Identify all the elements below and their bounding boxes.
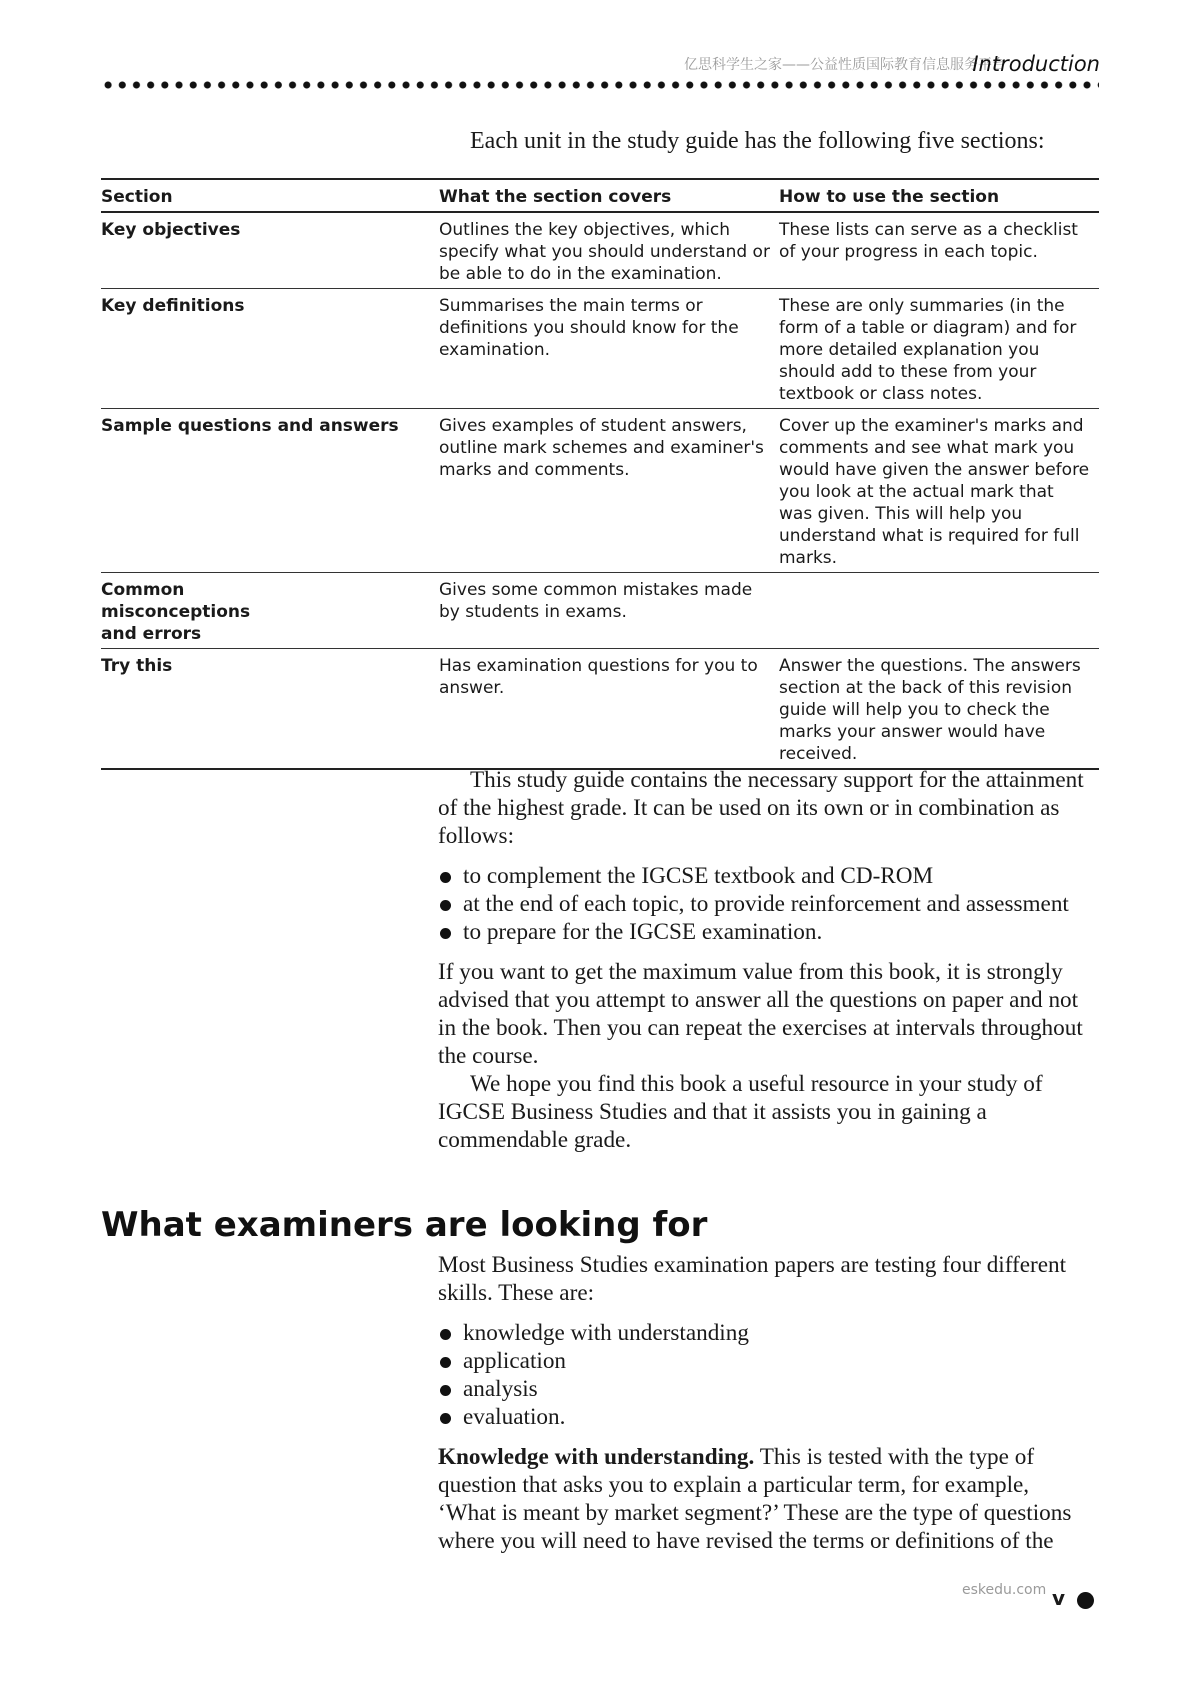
section-name: Try this xyxy=(101,649,439,770)
table-row xyxy=(101,409,1099,573)
section-covers: Has examination questions for you to answer. xyxy=(439,649,779,770)
table-row xyxy=(101,573,1099,649)
column-header: What the section covers xyxy=(439,179,779,212)
section-name: Key definitions xyxy=(101,289,439,409)
section-covers: Gives some common mistakes made by students in exams. xyxy=(439,573,779,649)
intro-line: Each unit in the study guide has the following five sections: xyxy=(470,128,1045,154)
page-dot-icon xyxy=(1077,1592,1094,1609)
list-item: to prepare for the IGCSE examination. xyxy=(438,918,1090,946)
section-how: Answer the questions. The answers section at the back of this revision guide will help you to check the marks your answer would have received. xyxy=(779,649,1099,770)
kwu-text: This is tested with the type of question that asks you to explain a particular term, for example, ‘What is meant by market segment?’ These are the type of questions where you will need to have revised the terms or definitions of the xyxy=(438,1444,1072,1554)
list-item: to complement the IGCSE textbook and CD-ROM xyxy=(438,862,1090,890)
support-paragraph: This study guide contains the necessary support for the attainment of the highest grade. It can be used on its own or in combination as follows: xyxy=(438,767,1084,849)
support-block xyxy=(438,766,1090,1154)
skills-intro: Most Business Studies examination papers are testing four different skills. These are: xyxy=(438,1252,1067,1306)
section-name: Sample questions and answers xyxy=(101,409,439,573)
section-how: Cover up the examiner's marks and comments and see what mark you would have given the answer before you look at the actual mark that was given. This will help you understand what is required for full marks. xyxy=(779,409,1099,573)
section-name: Key objectives xyxy=(101,212,439,289)
kwu-paragraph xyxy=(438,1443,1090,1555)
advice-paragraph: If you want to get the maximum value from this book, it is strongly advised that you attempt to answer all the questions on paper and not in the book. Then you can repeat the exercises at intervals throughout the course. xyxy=(438,959,1083,1069)
section-how: These are only summaries (in the form of a table or diagram) and for more detailed explanation you should add to these from your textbook or class notes. xyxy=(779,289,1099,409)
list-item: application xyxy=(438,1347,1090,1375)
support-bullet-list xyxy=(438,862,1090,946)
page-number: v xyxy=(1052,1586,1066,1610)
list-item: at the end of each topic, to provide reinforcement and assessment xyxy=(438,890,1090,918)
section-how: These lists can serve as a checklist of your progress in each topic. xyxy=(779,212,1099,289)
skills-list xyxy=(438,1319,1090,1431)
table-row xyxy=(101,212,1099,289)
watermark-header: 亿思科学生之家——公益性质国际教育信息服务平台 xyxy=(684,57,1006,73)
dotted-rule xyxy=(101,80,1099,90)
section-how xyxy=(779,573,1099,649)
list-item: analysis xyxy=(438,1375,1090,1403)
list-item: knowledge with understanding xyxy=(438,1319,1090,1347)
section-covers: Gives examples of student answers, outline mark schemes and examiner's marks and comments. xyxy=(439,409,779,573)
section-heading: What examiners are looking for xyxy=(101,1205,708,1245)
table-row xyxy=(101,649,1099,770)
examiners-block xyxy=(438,1251,1090,1555)
list-item: evaluation. xyxy=(438,1403,1090,1431)
kwu-label: Knowledge with understanding. xyxy=(438,1444,755,1470)
running-head: Introduction xyxy=(972,52,1100,76)
table-row xyxy=(101,289,1099,409)
sections-table xyxy=(101,178,1099,770)
table-header-row xyxy=(101,179,1099,212)
column-header: Section xyxy=(101,179,439,212)
column-header: How to use the section xyxy=(779,179,1099,212)
section-name: Common misconceptions and errors xyxy=(101,573,439,649)
section-covers: Summarises the main terms or definitions you should know for the examination. xyxy=(439,289,779,409)
watermark-footer: eskedu.com xyxy=(962,1582,1047,1598)
section-covers: Outlines the key objectives, which specify what you should understand or be able to do in the examination. xyxy=(439,212,779,289)
closing-paragraph: We hope you find this book a useful resource in your study of IGCSE Business Studies and that it assists you in gaining a commendable grade. xyxy=(438,1071,1043,1153)
